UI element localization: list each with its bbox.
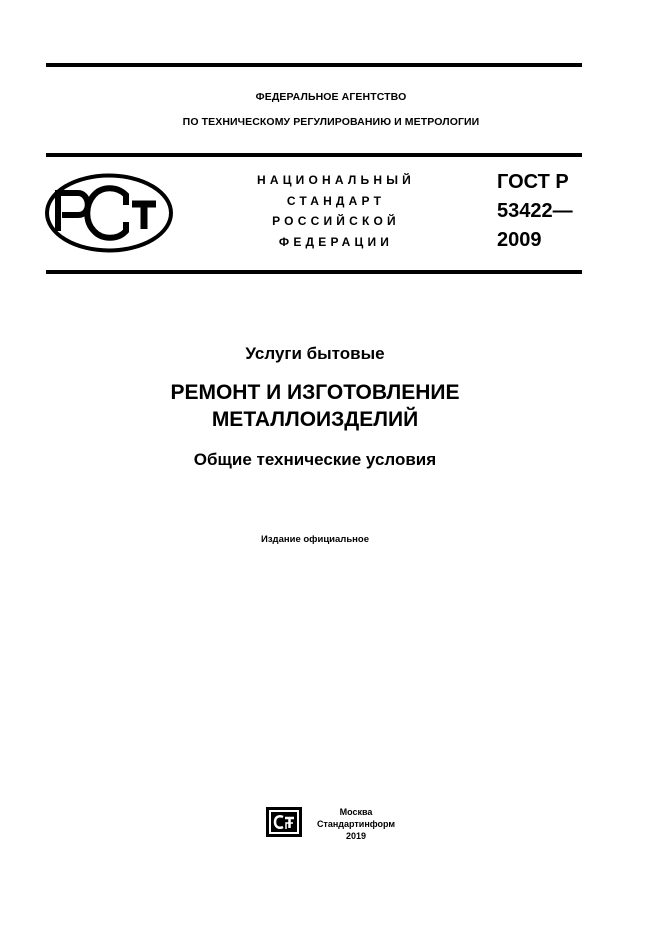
standartinform-logo-icon	[265, 806, 303, 838]
document-title-line-1: РЕМОНТ И ИЗГОТОВЛЕНИЕ	[170, 381, 460, 404]
rst-certification-logo-icon	[44, 173, 174, 253]
gost-designation-line-1: ГОСТ Р	[497, 171, 569, 193]
national-standard-line-1: НАЦИОНАЛЬНЫЙ	[256, 173, 416, 187]
publication-year: 2019	[345, 831, 367, 841]
national-standard-line-4: ФЕДЕРАЦИИ	[278, 234, 394, 249]
bottom-rule	[46, 270, 582, 274]
middle-rule	[46, 153, 582, 157]
national-standard-line-3: РОССИЙСКОЙ	[272, 214, 400, 228]
gost-designation-line-2: 53422—	[497, 200, 573, 222]
document-title-line-2: МЕТАЛЛОИЗДЕЛИЙ	[211, 408, 419, 431]
agency-name-line-1: ФЕДЕРАЛЬНОЕ АГЕНТСТВО	[255, 91, 407, 103]
publisher-city: Москва	[339, 807, 373, 817]
publisher-name: Стандартинформ	[316, 819, 396, 829]
document-subtitle: Общие технические условия	[193, 450, 437, 469]
national-standard-line-2: СТАНДАРТ	[286, 193, 386, 208]
top-rule	[46, 63, 582, 67]
gost-designation-line-3: 2009	[497, 229, 542, 251]
agency-name-line-2: ПО ТЕХНИЧЕСКОМУ РЕГУЛИРОВАНИЮ И МЕТРОЛОГИИ	[182, 116, 480, 128]
document-category: Услуги бытовые	[245, 344, 385, 363]
official-edition-note: Издание официальное	[261, 534, 369, 545]
